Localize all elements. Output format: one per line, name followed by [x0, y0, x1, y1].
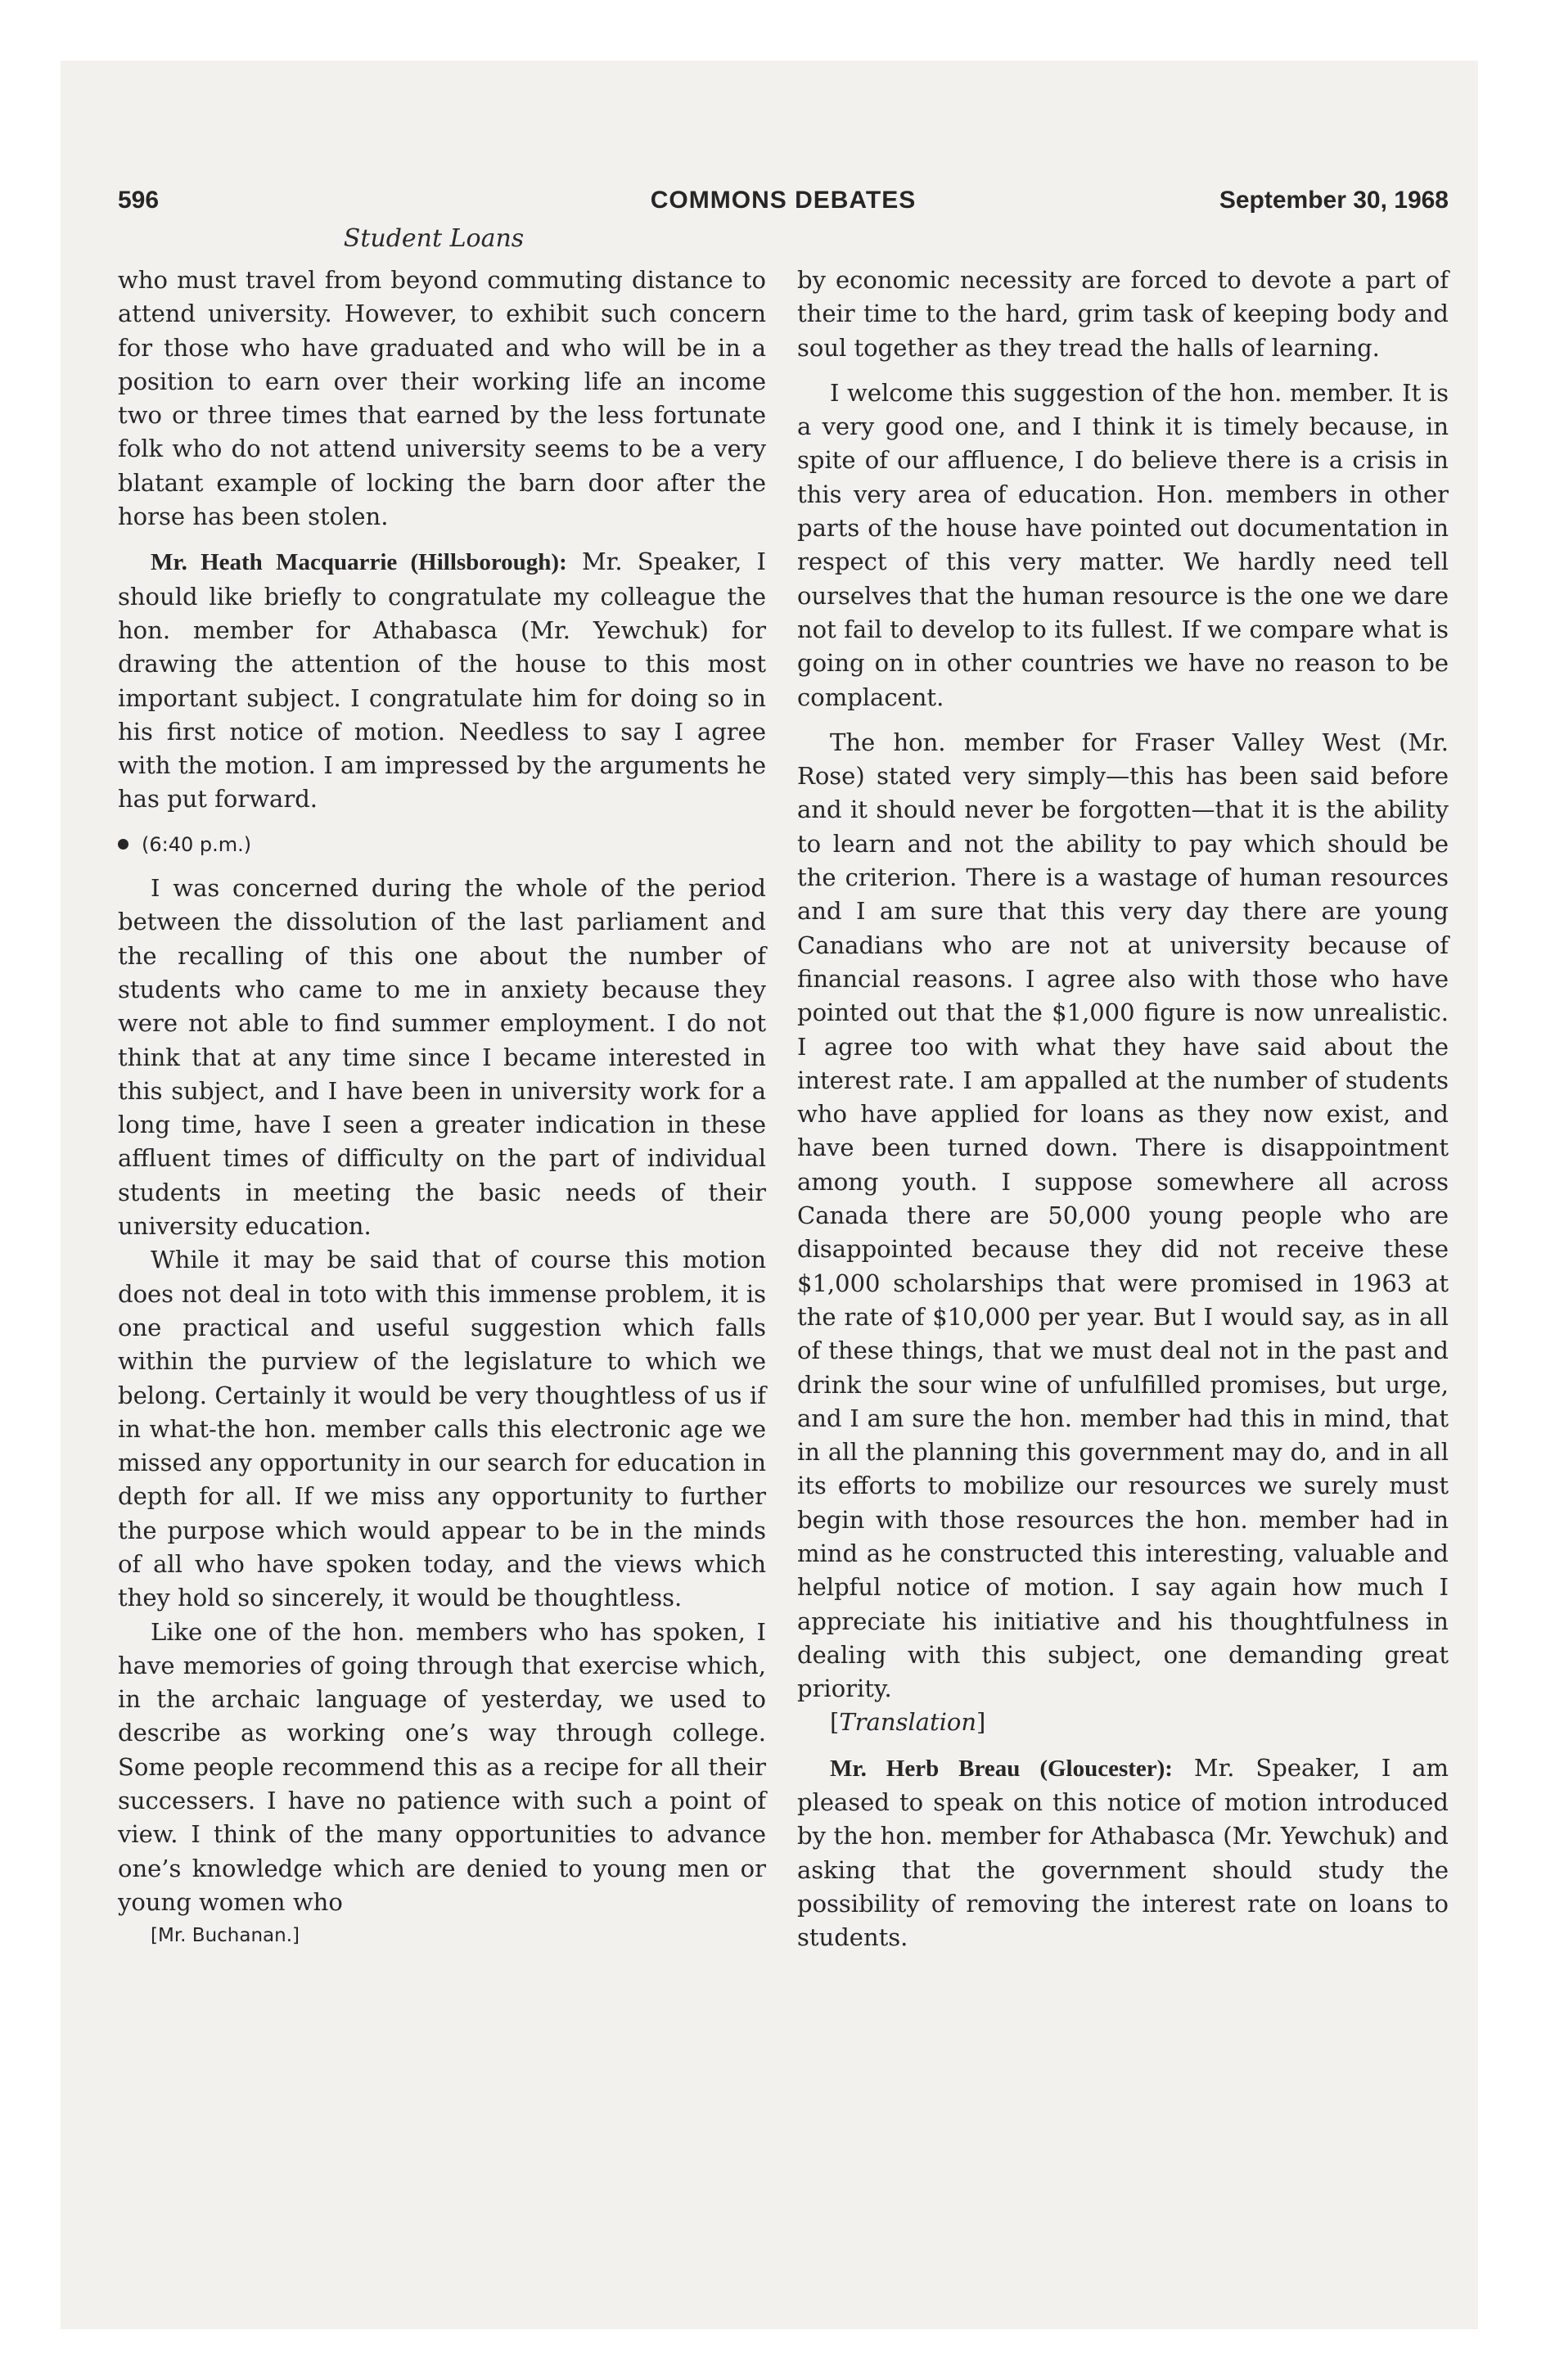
speaker-name: Mr. Herb Breau (Gloucester): — [830, 1755, 1173, 1782]
paragraph: The hon. member for Fraser Valley West (Mr. Rose) stated very simply—this has been said before and it should never be forgotten—that it is the ability to learn and not the ability to pay which should be the criterion. There is a wastage of human resources and I am sure that this very day there are young Canadians who are not at university because of financial reasons. I agree also with those who have pointed out that the $1,000 figure is now unrealistic. I agree too with what they have said about the interest rate. I am appalled at the number of students who have applied for loans as they now exist, and have been turned down. There is disappointment among youth. I suppose somewhere all across Canada there are 50,000 young people who are disappointed because they did not receive these $1,000 scholarships that were promised in 1963 at the rate of $10,000 per year. But I would say, as in all of these things, that we must deal not in the past and drink the sour wine of unfulfilled promises, but urge, and I am sure the hon. member had this in mind, that in all the planning this government may do, and in all its efforts to mobilize our resources we surely must begin with those resources the hon. member had in mind as he constructed this interesting, valuable and helpful notice of motion. I say again how much I appreciate his initiative and his thoughtfulness in dealing with this subject, one demanding great priority. — [797, 728, 1449, 1703]
paragraph — [118, 545, 766, 816]
footer-tag: [Mr. Buchanan.] — [151, 1925, 300, 1947]
page-date: September 30, 1968 — [1219, 187, 1449, 214]
right-column — [797, 264, 1449, 1955]
bullet-icon — [118, 839, 128, 850]
paragraph — [797, 1751, 1449, 1955]
page-number: 596 — [118, 187, 160, 214]
paragraph: While it may be said that of course this motion does not deal in toto with this immense problem, it is one practical and useful suggestion which falls within the purview of the legislature to which we belong. Certainly it would be very thoughtless of us if in what-the hon. member calls this electronic age we missed any opportunity in our search for education in depth for all. If we miss any opportunity to further the purpose which would appear to be in the minds of all who have spoken today, and the views which they hold so sincerely, it would be thoughtless. — [118, 1246, 766, 1612]
publication-title: COMMONS DEBATES — [650, 187, 917, 214]
speech-text: Mr. Speaker, I am pleased to speak on this notice of motion introduced by the hon. member for Athabasca (Mr. Yewchuk) and asking that the government should study the possibility of removing the interest rate on loans to students. — [797, 1753, 1449, 1952]
paragraph: by economic necessity are forced to devote a part of their time to the hard, grim task of keeping body and soul together as they tread the halls of learning. — [797, 266, 1449, 362]
time-stamp: (6:40 p.m.) — [142, 832, 252, 856]
paragraph: I was concerned during the whole of the period between the dissolution of the last parliament and the recalling of this one about the number of students who came to me in anxiety because they were not able to find summer employment. I do not think that at any time since I became interested in this subject, and I have been in university work for a long time, have I seen a greater indication in these affluent times of difficulty on the part of individual students in meeting the basic needs of their university education. — [118, 874, 766, 1241]
paragraph: I welcome this suggestion of the hon. member. It is a very good one, and I think it is timely because, in spite of our affluence, I do believe there is a crisis in this very area of education. Hon. members in other parts of the house have pointed out documentation in respect of this very matter. We hardly need tell ourselves that the human resource is the one we dare not fail to develop to its fullest. If we compare what is going on in other countries we have no reason to be complacent. — [797, 378, 1449, 711]
speech-text: Mr. Speaker, I should like briefly to congratulate my colleague the hon. member for Athabasca (Mr. Yewchuk) for drawing the attention of the house to this most important subject. I congratulate him for doing so in his first notice of motion. Needless to say I agree with the motion. I am impressed by the arguments he has put forward. — [118, 548, 766, 814]
time-marker — [118, 828, 766, 862]
translation-text: Translation — [839, 1708, 977, 1737]
subject-heading: Student Loans — [343, 224, 525, 253]
paragraph: who must travel from beyond commuting distance to attend university. However, to exhibit such concern for those who have graduated and who will be in a position to earn over their working life an income two or three times that earned by the less fortunate folk who do not attend university seems to be a very blatant example of locking the barn door after the horse has been stolen. — [118, 266, 766, 531]
left-column — [118, 264, 766, 1954]
page-header — [118, 187, 1449, 219]
translation-label: [Translation] — [830, 1708, 986, 1737]
speaker-name: Mr. Heath Macquarrie (Hillsborough): — [151, 549, 567, 576]
paragraph: Like one of the hon. members who has spoken, I have memories of going through that exercise which, in the archaic language of yesterday, we used to describe as working one’s way through college. Some people recommend this as a recipe for all their successers. I have no patience with such a point of view. I think of the many opportunities to advance one’s knowledge which are denied to young men or young women who — [118, 1617, 766, 1916]
